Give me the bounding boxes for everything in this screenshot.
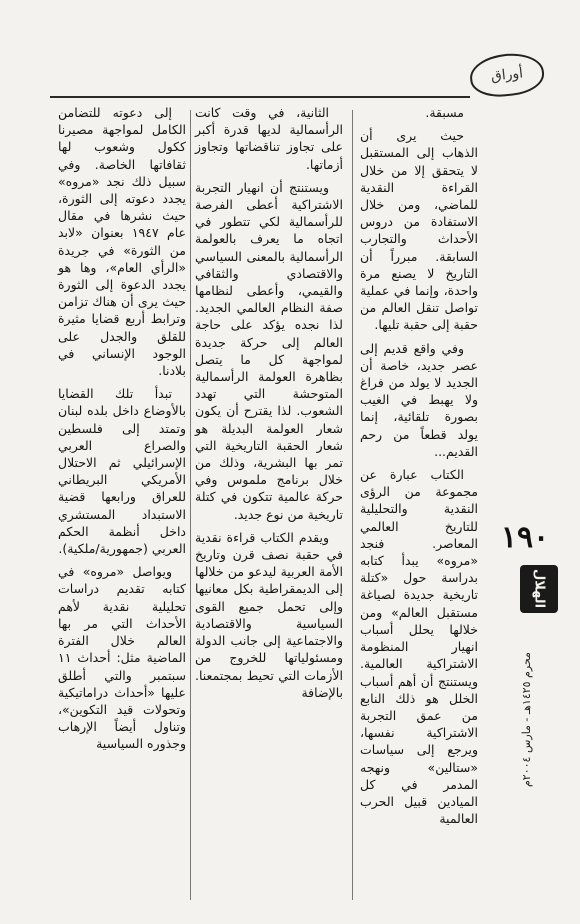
paragraph: ويستنتج أن انهيار التجربة الاشتراكية أعطى الفرصة للرأسمالية لكي تتطور في اتجاه ما يعرف بالعولمة الرأسمالية بالمعنى السياسي والاقتصادي والثقافي والقيمي، وأعطى لنظامها صفة النظام العالمي الجديد. لذا نجده يؤكد على حاجة العالم إلى حركة جديدة لمواجهة كل ما يتصل بظاهرة العولمة الرأسمالية المتوحشة التي تهدد الشعوب. لذا يقترح أن يكون شعار العولمة البديلة هو شعار الحقبة التاريخية التي تمر بها البشرية، وذلك من خلال برنامج ملموس وفي حركة عالمية تتكون في كتلة تاريخية من نوع جديد. xyxy=(195,179,343,522)
paragraph: حيث يرى أن الذهاب إلى المستقبل لا يتحقق إلا من خلال القراءة النقدية للماضي، ومن خلال الاستفادة من دروس الأحداث والتجارب السابقة. مبرراً أن التاريخ لا يصنع مرة واحدة، وإنما في عملية تواصل تنقل العالم من حقبة إلى حقبة تليها. xyxy=(360,128,478,333)
paragraph: ويقدم الكتاب قراءة نقدية في حقبة نصف قرن وتاريخ الأمة العربية ليدعو من خلالها إلى الديمقراطية بكل معانيها وإلى تحمل جميع القوى السياسية والاقتصادية والاجتماعية إلى جانب الدولة ومسئولياتها للخروج من الأزمات التي تحيط بمجتمعنا. بالإضافة xyxy=(195,529,343,700)
paragraph: الكتاب عبارة عن مجموعة من الرؤى النقدية والتحليلية للتاريخ العالمي المعاصر. فنجد «مروه» يبدأ كتابه بدراسة حول «كتلة تاريخية جديدة لصياغة مستقبل العالم» ومن خلالها يحلل أسباب انهيار المنظومة الاشتراكية العالمية. ويستنتج أن أهم أسباب الخلل هو ذلك النابع من عمق التجربة الاشتراكية نفسها، ويرجع إلى سياسات «ستالين» ونهجه المدمر في كل الميادين قبيل الحرب العالمية xyxy=(360,467,478,827)
column-right xyxy=(360,104,478,833)
paragraph: مسبقة. xyxy=(425,105,464,120)
paragraph: الثانية، في وقت كانت الرأسمالية لديها قدرة أكبر على تجاوز تناقضاتها وتجاوز أزماتها. xyxy=(195,105,343,172)
paragraph: إلى دعوته للتضامن الكامل لمواجهة مصيرنا ككول وشعوب لها ثقافاتها الخاصة. وفي سبيل ذلك نجد «مروه» يجدد دعوته إلى الثورة، حيث نشرها في مقال عام ١٩٤٧ بعنوان «لابد من الثورة» في جريدة «الرأي العام»، وها هو يجدد الدعوة إلى الثورة حيث يرى أن هناك تزامن وترابط أربع قضايا مثيرة للقلق والجدل على الوجود الإنساني في بلادنا. xyxy=(58,105,187,379)
issue-date: محرم ١٤٢٥هـ - مارس ٢٠٠٤م xyxy=(520,652,533,788)
paragraph: ويواصل «مروه» في كتابه تقديم دراسات تحليلية نقدية لأهم الأحداث التي مر بها العالم خلال الفترة الماضية مثل: أحداث ١١ سبتمبر والتي أطلق عليها «أحداث دراماتيكية وتحولات قيد التكوين»، وتناول أيضاً الإرهاب وجذوره السياسية xyxy=(58,564,186,752)
paragraph: وفي واقع قديم إلى عصر جديد، خاصة أن الجديد لا يولد من فراغ ولا يهبط في الغيب بصورة تلقائية، إنما يولد قطعاً من رحم القديم... xyxy=(360,340,478,459)
page-number: ١٩٠ xyxy=(500,520,550,555)
column-divider xyxy=(190,110,191,900)
column-middle xyxy=(195,104,343,707)
section-logo: أوراق xyxy=(468,50,546,100)
magazine-logo: الهلال xyxy=(520,565,558,613)
column-divider xyxy=(352,110,353,900)
paragraph: تبدأ تلك القضايا بالأوضاع داخل بلده لبنان وتمتد إلى فلسطين والصراع العربي الإسرائيلي ثم الاحتلال الأمريكي البريطاني للعراق ورابعها قضية الاستبداد المستشري داخل أنظمة الحكم العربي (جمهورية/ملكية). xyxy=(58,386,186,557)
header-rule xyxy=(50,96,470,98)
column-left xyxy=(58,104,186,759)
